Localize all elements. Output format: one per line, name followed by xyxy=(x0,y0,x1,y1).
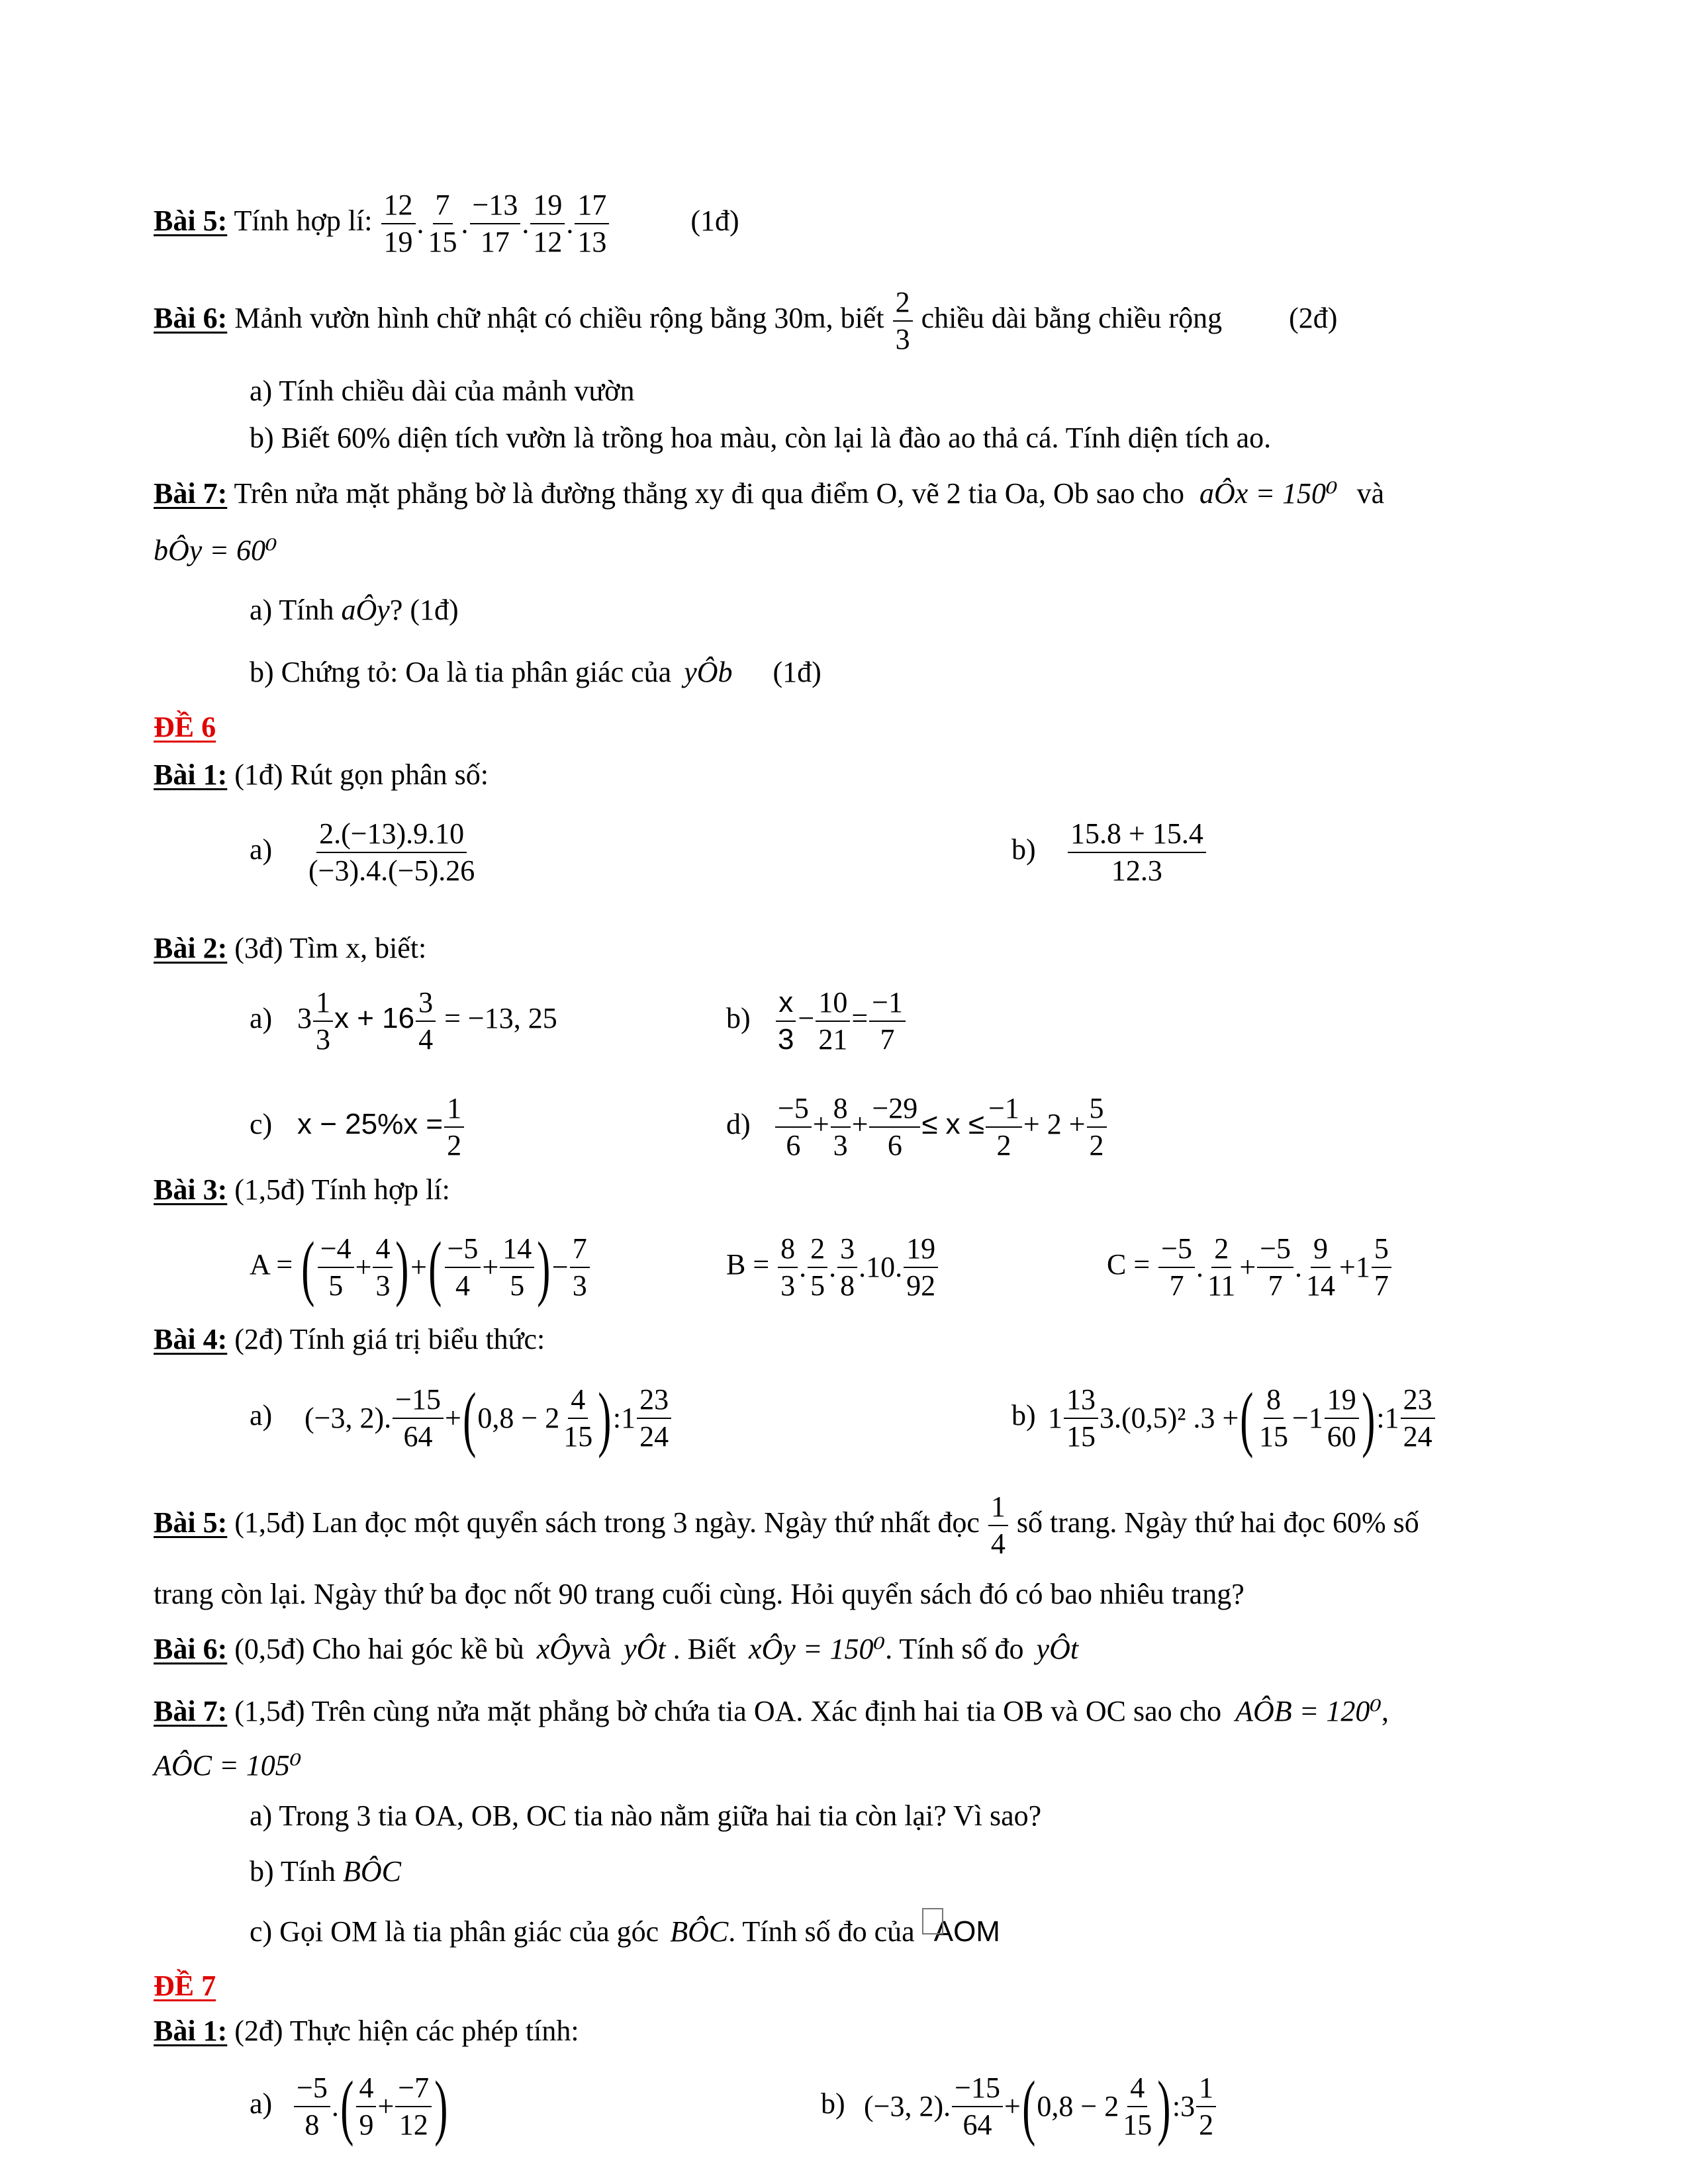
problem-title: Bài 6: xyxy=(154,302,228,335)
problem-title: Bài 2: xyxy=(154,932,228,964)
fraction: $\frac{7}{15}$ xyxy=(428,189,457,258)
de6-problem-5: Bài 5: (1,5đ) Lan đọc một quyển sách trong 3 ngày. Ngày thứ nhất đọc $\frac{1}{4}$ số trang. Ngày thứ hai đọc 60% số xyxy=(154,1490,1419,1560)
fraction: $\frac{-1}{2}$ xyxy=(986,1092,1022,1162)
de6-b2-d: d) $\frac{-5}{6}$ + $\frac{8}{3}$ + $\frac{-29}{6}$ ≤ x ≤ $\frac{-1}{2}$ + 2 + $\frac{5}{2}$ xyxy=(726,1092,1108,1162)
angle: xÔy = 150⁰ xyxy=(748,1633,886,1665)
problem-text: trang còn lại. Ngày thứ ba đọc nốt 90 trang cuối cùng. Hỏi quyển sách đó có bao nhiêu trang? xyxy=(154,1578,1244,1610)
angle: AOM xyxy=(933,1915,1000,1948)
de6-b3-B: B = $\frac{8}{3}$ . $\frac{2}{5}$ . $\frac{3}{8}$ .10. $\frac{19}{92}$ xyxy=(726,1232,939,1302)
subquestion-b: b) Biết 60% diện tích vườn là trồng hoa màu, còn lại là đào ao thả cá. Tính diện tích ao. xyxy=(250,422,1272,454)
angle: aÔy xyxy=(341,594,390,626)
problem-5-line xyxy=(154,189,739,259)
problem-title: Bài 4: xyxy=(154,1323,228,1355)
fraction: $\frac{23}{24}$ xyxy=(1401,1383,1435,1453)
de6-problem-6: Bài 6: (0,5đ) Cho hai góc kề bù xÔyvà yÔt . Biết xÔy = 150⁰. Tính số đo yÔt xyxy=(154,1633,1079,1665)
problem-6-line xyxy=(154,286,1337,356)
fraction: $\frac{8}{15}$ xyxy=(1258,1383,1288,1453)
fraction: $\frac{-15}{64}$ xyxy=(952,2071,1003,2142)
fraction: $\frac{10}{21}$ xyxy=(816,986,850,1056)
problem-7-line xyxy=(154,477,1384,511)
angle: BÔC xyxy=(342,1855,401,1888)
de6-b2-c: c) x − 25%x = $\frac{1}{2}$ xyxy=(250,1092,465,1162)
fraction: $\frac{2}{3}$ xyxy=(893,286,913,356)
fraction: $\frac{-1}{7}$ xyxy=(869,986,906,1056)
problem-title: Bài 7: xyxy=(154,477,228,510)
fraction: $\frac{2}{5}$ xyxy=(808,1232,827,1302)
angle: BÔC xyxy=(670,1915,729,1948)
exam-heading: ĐỀ 6 xyxy=(154,711,216,743)
de7-problem-1 xyxy=(154,2014,579,2048)
problem-text: (1,5đ) Lan đọc một quyển sách trong 3 ngày. Ngày thứ nhất đọc xyxy=(234,1506,980,1539)
problem-text: (1,5đ) Tính hợp lí: xyxy=(234,1173,450,1206)
fraction: $\frac{-13}{17}$ xyxy=(470,189,521,259)
problem-text: Tính hợp lí: xyxy=(234,205,373,238)
fraction: $\frac{23}{24}$ xyxy=(637,1383,671,1453)
subquestion-a: a) Tính chiều dài của mảnh vườn xyxy=(250,375,635,407)
fraction: $\frac{1}{2}$ xyxy=(444,1092,464,1162)
fraction: $\frac{-15}{64}$ xyxy=(393,1383,444,1453)
fraction: $\frac{14}{5}$ xyxy=(500,1232,534,1302)
angle: AÔB = 120⁰ xyxy=(1235,1695,1382,1727)
problem-title: Bài 7: xyxy=(154,1695,228,1727)
de6-problem-4 xyxy=(154,1322,545,1357)
fraction: $\frac{13}{15}$ xyxy=(1064,1383,1098,1453)
problem-title: Bài 1: xyxy=(154,2015,228,2047)
de6-b1-b: b) $\frac{15.8 + 15.4}{12.3}$ xyxy=(1011,817,1207,887)
fraction: $\frac{19}{12}$ xyxy=(530,189,565,259)
fraction: $\frac{4}{15}$ xyxy=(563,1383,593,1453)
fraction: $\frac{15.8 + 15.4}{12.3}$ xyxy=(1068,817,1206,887)
de6-b4-b: b) 1 $\frac{13}{15}$ 3.(0,5)² .3 + ( $\frac{8}{15}$ −1 $\frac{19}{60}$ ) :1 $\frac{23}{24}$ xyxy=(1011,1383,1436,1453)
fraction: $\frac{19}{92}$ xyxy=(904,1232,938,1302)
fraction: $\frac{12}{19}$ xyxy=(381,189,416,259)
angle: yÔb xyxy=(684,656,733,688)
de6-b3-A: A = ( $\frac{-4}{5}$ + $\frac{4}{3}$ ) + ( $\frac{-5}{4}$ + $\frac{14}{5}$ ) − $\frac{7}{3}$ xyxy=(250,1232,591,1302)
fraction: $\frac{-29}{6}$ xyxy=(869,1092,920,1162)
de6-b3-C: C = $\frac{-5}{7}$ . $\frac{2}{11}$ + $\frac{-5}{7}$ . $\frac{9}{14}$ +1 $\frac{5}{7}$ xyxy=(1107,1232,1393,1302)
fraction: $\frac{-7}{12}$ xyxy=(395,2071,432,2142)
fraction: $\frac{4}{15}$ xyxy=(1123,2071,1152,2141)
angle-expression: AÔC = 105⁰ xyxy=(154,1749,302,1782)
missing-glyph-box xyxy=(922,1908,943,1934)
exam-heading: ĐỀ 7 xyxy=(154,1970,216,2002)
fraction: $\frac{8}{3}$ xyxy=(778,1232,798,1302)
de6-b2-b: b) $\frac{x}{3}$ − $\frac{10}{21}$ = $\frac{-1}{7}$ xyxy=(726,986,907,1056)
problem-title: Bài 3: xyxy=(154,1173,228,1206)
problem-text: Trên nửa mặt phẳng bờ là đường thẳng xy đi qua điểm O, vẽ 2 tia Oa, Ob sao cho xyxy=(234,477,1185,510)
fraction: $\frac{4}{9}$ xyxy=(356,2071,376,2142)
de7-b1-a: a) $\frac{-5}{8}$ . ( $\frac{4}{9}$ + $\frac{-7}{12}$ ) xyxy=(250,2066,448,2147)
fraction: $\frac{2.(-13).9.10}{(-3).4.(-5).26}$ xyxy=(308,817,475,887)
points: (2đ) xyxy=(1289,302,1338,335)
fraction: $\frac{3}{4}$ xyxy=(416,986,436,1056)
problem-title: Bài 5: xyxy=(154,205,228,238)
subquestion-a: a) Tính aÔy? (1đ) xyxy=(250,594,459,626)
fraction: $\frac{-5}{7}$ xyxy=(1257,1232,1293,1302)
fraction: $\frac{4}{3}$ xyxy=(373,1232,393,1302)
angle: xÔy xyxy=(536,1633,584,1665)
de6-b2-a: a) 3 $\frac{1}{3}$ x + 16 $\frac{3}{4}$ = −13, 25 xyxy=(250,986,557,1056)
fraction: $\frac{1}{3}$ xyxy=(313,986,333,1056)
fraction: $\frac{1}{2}$ xyxy=(1196,2071,1216,2142)
de6-problem-3 xyxy=(154,1173,450,1207)
problem-text: (1đ) Rút gọn phân số: xyxy=(234,758,489,791)
fraction: $\frac{x}{3}$ xyxy=(775,986,796,1056)
fraction: $\frac{19}{60}$ xyxy=(1325,1383,1359,1453)
points: (1đ) xyxy=(773,656,821,688)
fraction: $\frac{3}{8}$ xyxy=(837,1232,857,1302)
fraction: $\frac{1}{4}$ xyxy=(988,1490,1008,1561)
subquestion-b: b) Chứng tỏ: Oa là tia phân giác của yÔb (1đ) xyxy=(250,656,821,688)
de6-b4-a: a) (−3, 2). $\frac{-15}{64}$ + ( 0,8 − 2 $\frac{4}{15}$ ) :1 $\frac{23}{24}$ xyxy=(250,1383,673,1453)
de6-b1-a: a) $\frac{2.(-13).9.10}{(-3).4.(-5).26}$ xyxy=(250,817,479,887)
fraction: $\frac{8}{3}$ xyxy=(831,1092,851,1162)
subquestion-b: b) Tính BÔC xyxy=(250,1855,401,1888)
fraction: $\frac{2}{11}$ xyxy=(1207,1232,1236,1302)
fraction: $\frac{-5}{7}$ xyxy=(1158,1232,1195,1302)
problem-text: (3đ) Tìm x, biết: xyxy=(234,932,427,964)
problem-title: Bài 1: xyxy=(154,758,228,791)
points: (1đ) xyxy=(690,205,739,238)
de6-problem-1 xyxy=(154,758,489,792)
problem-text: (2đ) Thực hiện các phép tính: xyxy=(234,2015,579,2047)
subquestion-c: c) Gọi OM là tia phân giác của góc BÔC. Tính số đo của AOM xyxy=(250,1915,1000,1949)
conjunction: và xyxy=(1356,477,1385,510)
fraction: $\frac{-5}{4}$ xyxy=(445,1232,481,1302)
fraction-product: $\frac{12}{19}$ . $\frac{7}{15}$ . $\frac{-13}{17}$ . $\frac{19}{12}$ . $\frac{17}{13}$ xyxy=(380,189,611,259)
fraction: $\frac{9}{14}$ xyxy=(1306,1232,1336,1302)
problem-title: Bài 5: xyxy=(154,1506,228,1539)
de7-b1-b: b) (−3, 2). $\frac{-15}{64}$ + ( 0,8 − 2 $\frac{4}{15}$ ) :3 $\frac{1}{2}$ xyxy=(821,2071,1217,2142)
fraction: $\frac{-4}{5}$ xyxy=(318,1232,354,1302)
de6-problem-7: Bài 7: (1,5đ) Trên cùng nửa mặt phẳng bờ chứa tia OA. Xác định hai tia OB và OC sao cho AÔB = 120⁰, xyxy=(154,1695,1389,1727)
fraction: $\frac{-5}{6}$ xyxy=(775,1092,812,1162)
problem-text: Mảnh vườn hình chữ nhật có chiều rộng bằng 30m, biết xyxy=(234,302,884,335)
subquestion-a: a) Trong 3 tia OA, OB, OC tia nào nằm giữa hai tia còn lại? Vì sao? xyxy=(250,1799,1042,1832)
angle: yÔt xyxy=(1036,1633,1079,1665)
angle: yÔt xyxy=(624,1633,666,1665)
fraction: $\frac{5}{2}$ xyxy=(1087,1092,1107,1162)
fraction: $\frac{-5}{8}$ xyxy=(294,2071,330,2142)
fraction: $\frac{17}{13}$ xyxy=(575,189,609,259)
angle-expression: bÔy = 60⁰ xyxy=(154,534,277,567)
fraction: $\frac{7}{3}$ xyxy=(570,1232,590,1302)
problem-text: (2đ) Tính giá trị biểu thức: xyxy=(234,1323,545,1355)
angle-expression: aÔx = 150⁰ xyxy=(1199,477,1338,510)
de6-problem-2 xyxy=(154,931,426,966)
problem-text: chiều dài bằng chiều rộng xyxy=(921,302,1223,335)
problem-title: Bài 6: xyxy=(154,1633,228,1665)
fraction: $\frac{5}{7}$ xyxy=(1372,1232,1391,1302)
